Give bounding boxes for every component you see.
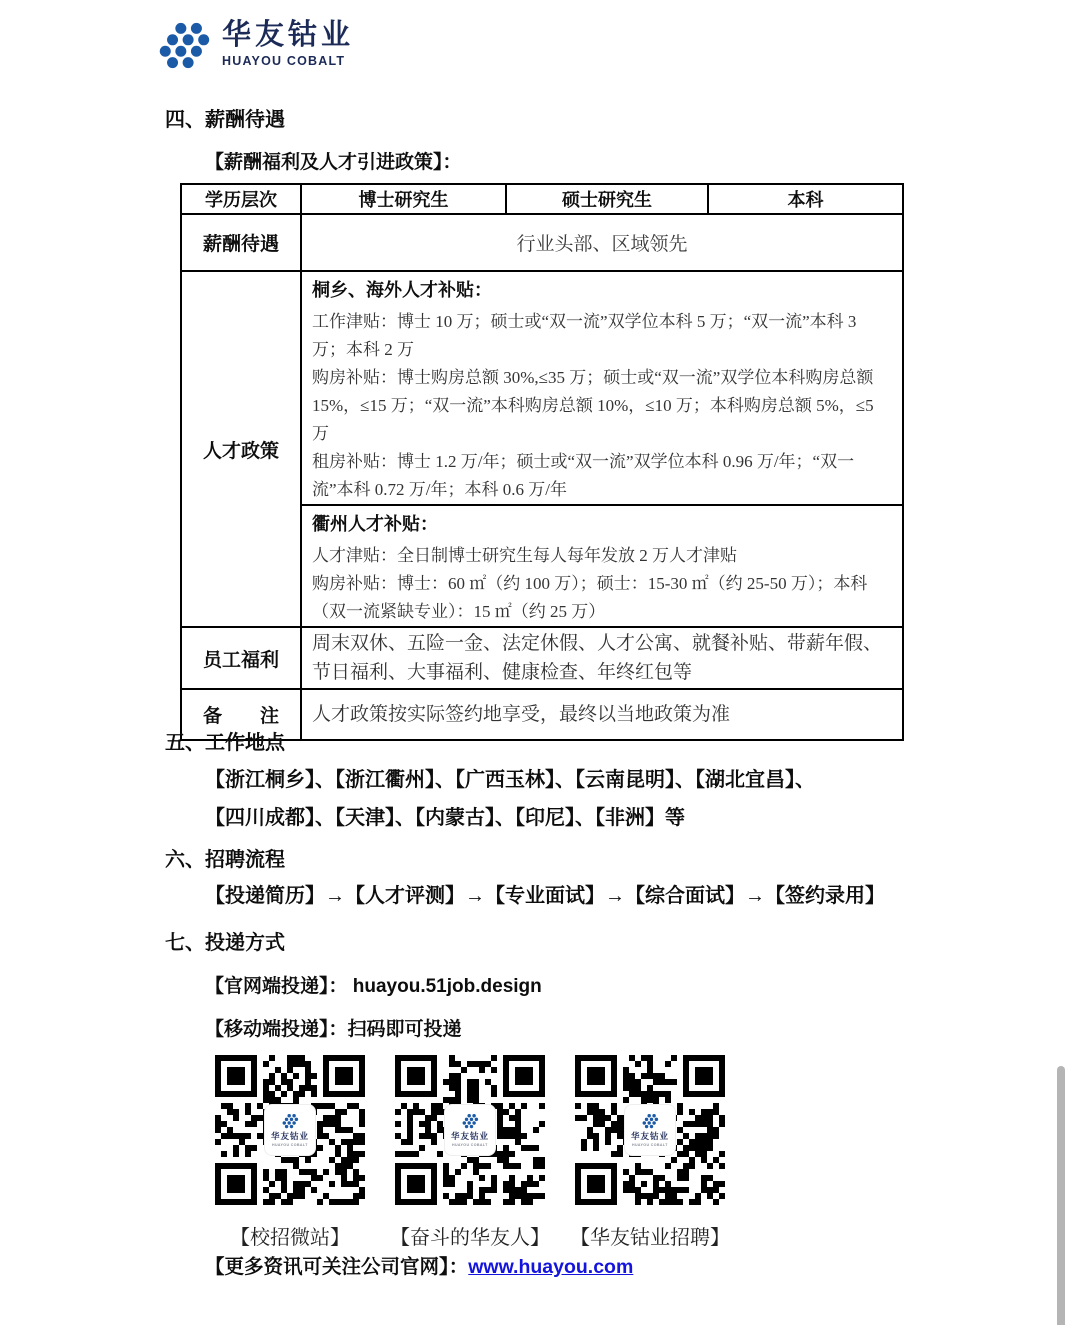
logo-name-en: HUAYOU COBALT — [222, 53, 346, 68]
footer-label: 【更多资讯可关注公司官网】： — [205, 1256, 469, 1278]
table-row-policy-tongxiang — [181, 271, 903, 505]
apply-web-line: 【官网端投递】： huayou.51job.design — [205, 976, 542, 997]
policy-block1-line-rent: 租房补贴：博士 1.2 万/年；硕士或“双一流”双学位本科 0.96 万/年；“双一流”本科 0.72 万/年；本科 0.6 万/年 — [312, 452, 855, 499]
subtitle-policy: 【薪酬福利及人才引进政策】： — [205, 152, 462, 173]
remark-row-value: 人才政策按实际签约地享受，最终以当地政策为准 — [301, 689, 903, 740]
welfare-row-label: 员工福利 — [181, 627, 301, 689]
qr-code-huayou-recruit-icon — [575, 1055, 725, 1205]
logo-dots-icon — [158, 20, 212, 70]
qr-code-campus-site-icon — [215, 1055, 365, 1205]
qr-caption-huayou-people: 【奋斗的华友人】 — [390, 1227, 550, 1249]
qr-center-logo: 华友钴业 HUAYOU COBALT — [445, 1105, 495, 1155]
qr-center-logo: 华友钴业 HUAYOU COBALT — [625, 1105, 675, 1155]
qr-center-logo: 华友钴业 HUAYOU COBALT — [265, 1105, 315, 1155]
qr-col-campus-site — [215, 1055, 365, 1250]
welfare-row-value: 周末双休、五险一金、法定休假、人才公寓、就餐补贴、带薪年假、节日福利、大事福利、健康检查、年终红包等 — [301, 627, 903, 689]
remark-row-label: 备 注 — [181, 689, 301, 740]
locations-line-1: 【浙江桐乡】、【浙江衢州】、【广西玉林】、【云南昆明】、【湖北宜昌】、 — [205, 769, 815, 791]
policy-block2-line-allowance: 人才津贴：全日制博士研究生每人每年发放 2 万人才津贴 — [312, 546, 737, 565]
policy-block1-line-work: 工作津贴：博士 10 万；硕士或“双一流”双学位本科 5 万；“双一流”本科 3 万；本科 2 万 — [312, 312, 857, 359]
locations-line-2: 【四川成都】、【天津】、【内蒙古】、【印尼】、【非洲】等 — [205, 807, 685, 829]
salary-row-value: 行业头部、区域领先 — [301, 214, 903, 271]
table-header-education-level: 学历层次 — [181, 184, 301, 214]
apply-mobile-line: 【移动端投递】：扫码即可投递 — [205, 1019, 462, 1040]
table-row-salary — [181, 214, 903, 271]
policy-block1-title: 桐乡、海外人才补贴： — [312, 280, 492, 300]
salary-policy-table — [180, 183, 904, 741]
table-header-phd: 博士研究生 — [301, 184, 506, 214]
policy-block-quzhou — [301, 505, 903, 627]
table-header-master: 硕士研究生 — [506, 184, 708, 214]
qr-caption-huayou-recruit: 【华友钴业招聘】 — [570, 1227, 730, 1249]
policy-block-tongxiang — [301, 271, 903, 505]
policy-block2-line-house: 购房补贴：博士：60 ㎡（约 100 万）；硕士：15-30 ㎡（约 25-50 万）；本科（双一流紧缺专业）：15 ㎡（约 25 万） — [312, 574, 868, 621]
table-header-bachelor: 本科 — [708, 184, 903, 214]
qr-caption-campus-site: 【校招微站】 — [230, 1227, 350, 1249]
website-link[interactable]: www.huayou.com — [468, 1256, 634, 1278]
section-heading-process: 六、招聘流程 — [165, 849, 285, 871]
company-logo — [158, 20, 354, 70]
section-heading-apply: 七、投递方式 — [165, 932, 285, 954]
recruitment-flow: 【投递简历】→【人才评测】→【专业面试】→【综合面试】→【签约录用】 — [205, 885, 885, 907]
policy-row-label: 人才政策 — [181, 271, 301, 627]
table-header-row — [181, 184, 903, 214]
table-row-welfare — [181, 627, 903, 689]
logo-name-cn: 华友钴业 — [222, 19, 355, 51]
section-heading-locations: 五、工作地点 — [165, 732, 285, 754]
qr-code-huayou-people-icon — [395, 1055, 545, 1205]
section-heading-salary: 四、薪酬待遇 — [165, 109, 285, 131]
scrollbar-thumb[interactable] — [1057, 1066, 1065, 1325]
policy-block1-line-house: 购房补贴：博士购房总额 30%,≤35 万；硕士或“双一流”双学位本科购房总额 15%，≤15 万；“双一流”本科购房总额 10%，≤10 万；本科购房总额 5%，≤5 万 — [312, 368, 874, 443]
qr-col-huayou-recruit — [570, 1055, 730, 1250]
table-row-remark — [181, 689, 903, 740]
qr-code-row — [215, 1055, 730, 1250]
salary-row-label: 薪酬待遇 — [181, 214, 301, 271]
policy-block2-title: 衢州人才补贴： — [312, 514, 438, 534]
footer-note — [205, 1251, 633, 1279]
qr-col-huayou-people — [390, 1055, 550, 1250]
